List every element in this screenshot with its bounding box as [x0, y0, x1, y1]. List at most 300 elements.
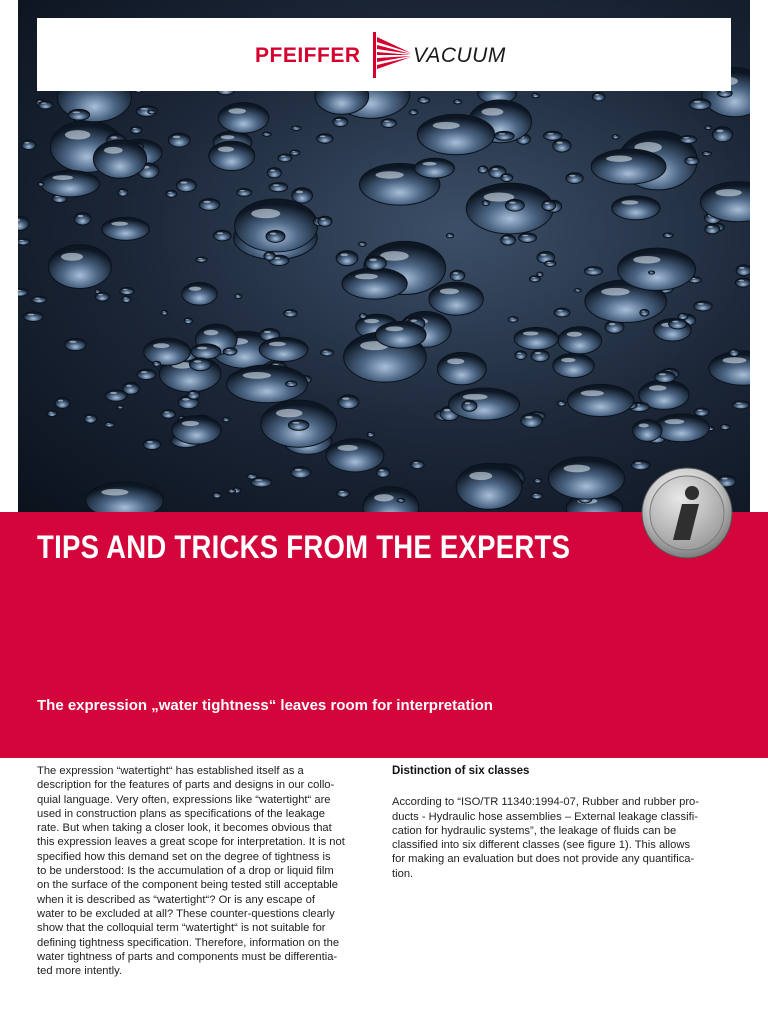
- water-droplet: [729, 349, 739, 356]
- water-droplet: [359, 313, 367, 318]
- water-droplet: [84, 414, 96, 423]
- water-droplet: [531, 493, 542, 499]
- droplet-highlight: [535, 352, 541, 354]
- droplet-highlight: [448, 234, 451, 235]
- water-droplet: [655, 371, 676, 382]
- droplet-highlight: [221, 135, 235, 139]
- droplet-highlight: [236, 295, 238, 296]
- droplet-highlight: [455, 100, 458, 101]
- droplet-highlight: [118, 406, 120, 407]
- info-icon: [640, 466, 734, 560]
- water-droplet: [663, 233, 673, 238]
- droplet-highlight: [224, 418, 227, 419]
- section-paragraph: According to “ISO/TR 11340:1994-07, Rubber and rubber pro- ducts - Hydraulic hose assemblies – External leakage classifi- cation for hydraulic systems”, the leakage of fluids can be classified into six different classes (see figure 1). This allows for making an evaluation but does not provide any quantifica- tion.: [392, 796, 699, 880]
- droplet-highlight: [198, 258, 202, 259]
- water-droplet: [501, 235, 516, 245]
- water-droplet: [237, 189, 252, 197]
- water-droplet: [266, 230, 285, 242]
- droplet-highlight: [19, 240, 24, 241]
- water-droplet: [342, 268, 407, 299]
- droplet-highlight: [481, 108, 503, 116]
- water-droplet: [291, 126, 301, 130]
- droplet-highlight: [588, 268, 594, 270]
- droplet-highlight: [264, 133, 267, 134]
- droplet-highlight: [182, 398, 189, 400]
- droplet-highlight: [226, 349, 231, 350]
- droplet-highlight: [639, 424, 649, 428]
- water-droplet: [482, 200, 489, 205]
- droplet-highlight: [420, 98, 424, 99]
- droplet-highlight: [164, 411, 169, 413]
- droplet-highlight: [609, 323, 616, 325]
- droplet-highlight: [281, 155, 286, 156]
- water-droplet: [508, 317, 518, 323]
- water-droplet: [633, 420, 662, 442]
- droplet-highlight: [110, 392, 118, 394]
- droplet-highlight: [541, 254, 547, 256]
- droplet-highlight: [197, 347, 207, 350]
- droplet-highlight: [53, 175, 74, 180]
- droplet-highlight: [557, 310, 563, 312]
- droplet-highlight: [447, 358, 464, 364]
- water-droplet: [591, 149, 666, 184]
- water-droplet: [47, 411, 57, 417]
- water-droplet: [105, 390, 126, 401]
- droplet-highlight: [296, 191, 303, 194]
- droplet-highlight: [535, 479, 538, 480]
- water-droplet: [143, 439, 160, 450]
- water-droplet: [137, 369, 156, 379]
- water-droplet: [574, 289, 581, 292]
- water-droplet: [680, 136, 697, 144]
- droplet-highlight: [255, 479, 262, 481]
- water-droplet: [223, 348, 237, 355]
- water-droplet: [397, 498, 405, 502]
- droplet-highlight: [659, 373, 666, 375]
- droplet-highlight: [601, 288, 630, 296]
- droplet-highlight: [168, 192, 172, 193]
- water-droplet: [41, 170, 100, 197]
- droplet-highlight: [533, 94, 536, 95]
- droplet-highlight: [510, 318, 513, 319]
- droplet-highlight: [203, 201, 210, 203]
- water-droplet: [375, 321, 426, 348]
- droplet-highlight: [204, 330, 219, 335]
- water-droplet: [189, 358, 211, 371]
- water-droplet: [358, 242, 366, 246]
- water-droplet: [286, 381, 298, 387]
- water-droplet: [689, 99, 711, 110]
- droplet-highlight: [141, 108, 149, 110]
- droplet-highlight: [276, 409, 303, 417]
- droplet-highlight: [522, 235, 528, 237]
- water-droplet: [213, 230, 231, 241]
- water-droplet: [191, 344, 221, 359]
- droplet-highlight: [147, 441, 153, 443]
- droplet-highlight: [230, 490, 233, 491]
- droplet-highlight: [190, 392, 194, 394]
- water-droplet: [338, 395, 359, 409]
- water-droplet: [411, 460, 424, 469]
- droplet-highlight: [498, 133, 505, 135]
- water-droplet: [122, 296, 131, 303]
- droplet-highlight: [649, 385, 667, 390]
- logo-arrow-icon: [371, 32, 413, 78]
- droplet-highlight: [614, 135, 616, 136]
- droplet-highlight: [58, 400, 63, 402]
- droplet-highlight: [217, 232, 223, 234]
- droplet-highlight: [39, 183, 41, 184]
- water-droplet: [336, 251, 358, 266]
- droplet-highlight: [453, 272, 458, 274]
- intro-paragraph: The expression “watertight“ has established itself as a description for the features of parts and designs in our collo- quial language. Very often, expressions like “watertight“ are used in construction plans as specifications of the leakage rate. But when taking a closer look, it becomes obvious that this expression leaves a great scope for interpretation. It is not specified how this demand set on the degree of tightness is to be understood: Is the accumulation of a drop or liquid film on the surface of the component being tested still acceptable when it is described as “watertight“? Or is any escape of water to be excluded at all? These counter-questions clearly show that the colloquial term “watertight“ is not suitable for defining tightness specification. Therefore, information on the water tightness of parts and components must be differentia- ted more intently.: [37, 765, 345, 978]
- droplet-highlight: [706, 127, 709, 128]
- water-droplet: [320, 349, 333, 356]
- droplet-highlight: [292, 422, 299, 424]
- water-droplet: [213, 493, 222, 498]
- droplet-highlight: [126, 385, 132, 387]
- water-droplet: [168, 133, 190, 147]
- droplet-highlight: [270, 233, 277, 235]
- droplet-highlight: [61, 253, 83, 261]
- water-droplet: [86, 482, 164, 512]
- water-droplet: [18, 239, 30, 245]
- droplet-highlight: [180, 181, 187, 183]
- droplet-highlight: [101, 489, 128, 496]
- water-droplet: [117, 406, 123, 409]
- droplet-highlight: [264, 331, 271, 333]
- water-droplet: [209, 141, 255, 170]
- water-droplet: [409, 110, 418, 115]
- water-droplet: [32, 296, 47, 303]
- water-droplet: [494, 131, 514, 140]
- droplet-highlight: [444, 409, 451, 412]
- droplet-highlight: [509, 202, 516, 204]
- droplet-highlight: [286, 311, 291, 312]
- droplet-highlight: [738, 280, 743, 282]
- droplet-highlight: [120, 190, 124, 191]
- droplet-highlight: [288, 382, 292, 383]
- droplet-highlight: [665, 234, 668, 235]
- droplet-highlight: [463, 394, 488, 400]
- water-droplet: [267, 168, 281, 178]
- water-droplet: [732, 401, 749, 409]
- droplet-highlight: [273, 184, 280, 186]
- droplet-highlight: [251, 209, 280, 219]
- droplet-highlight: [295, 469, 302, 471]
- droplet-highlight: [525, 416, 533, 419]
- water-droplet: [558, 327, 602, 354]
- droplet-highlight: [731, 350, 734, 351]
- water-droplet: [95, 292, 109, 301]
- droplet-highlight: [564, 465, 591, 473]
- water-droplet: [612, 135, 619, 139]
- water-droplet: [678, 313, 688, 319]
- logo-bar: [37, 18, 731, 91]
- droplet-highlight: [28, 314, 35, 316]
- water-droplet: [515, 351, 527, 360]
- droplet-highlight: [694, 101, 702, 103]
- water-droplet: [553, 353, 594, 377]
- water-droplet: [172, 416, 221, 444]
- droplet-highlight: [433, 122, 460, 129]
- water-droplet: [148, 110, 156, 114]
- water-droplet: [712, 127, 732, 142]
- droplet-highlight: [218, 147, 234, 152]
- droplet-highlight: [680, 314, 684, 315]
- water-droplet: [548, 457, 624, 499]
- droplet-highlight: [465, 402, 470, 404]
- droplet-highlight: [49, 412, 52, 413]
- water-droplet: [153, 361, 161, 366]
- water-droplet: [337, 489, 350, 497]
- water-droplet: [618, 248, 696, 290]
- droplet-highlight: [547, 262, 551, 263]
- droplet-highlight: [504, 237, 509, 239]
- droplet-highlight: [266, 253, 270, 255]
- droplet-highlight: [379, 469, 384, 471]
- water-droplet: [131, 127, 142, 134]
- water-droplet: [196, 257, 207, 262]
- water-droplet: [584, 267, 602, 276]
- droplet-highlight: [716, 129, 723, 132]
- water-droplet: [709, 351, 750, 385]
- droplet-highlight: [503, 175, 507, 176]
- water-droplet: [545, 261, 556, 267]
- droplet-highlight: [153, 343, 169, 348]
- droplet-highlight: [186, 319, 189, 320]
- droplet-highlight: [41, 102, 46, 103]
- droplet-highlight: [355, 274, 378, 280]
- water-droplet: [235, 199, 318, 252]
- droplet-highlight: [561, 358, 576, 362]
- droplet-highlight: [399, 499, 402, 500]
- water-droplet: [269, 183, 288, 192]
- water-droplet: [519, 233, 537, 242]
- droplet-highlight: [545, 202, 550, 204]
- water-droplet: [415, 158, 455, 178]
- droplet-highlight: [35, 298, 40, 299]
- droplet-highlight: [364, 319, 379, 323]
- droplet-highlight: [154, 362, 157, 363]
- droplet-highlight: [342, 397, 349, 400]
- droplet-highlight: [423, 162, 437, 166]
- water-droplet: [501, 174, 513, 182]
- water-droplet: [251, 477, 272, 486]
- droplet-highlight: [374, 494, 393, 501]
- logo-vacuum-text: VACUUM: [413, 44, 506, 67]
- water-droplet: [367, 432, 374, 437]
- droplet-highlight: [722, 425, 725, 426]
- water-droplet: [531, 350, 549, 362]
- droplet-highlight: [559, 402, 562, 403]
- body-column-right: [392, 764, 737, 881]
- water-droplet: [24, 312, 43, 322]
- water-droplet: [735, 278, 750, 287]
- droplet-highlight: [621, 200, 638, 204]
- droplet-highlight: [523, 331, 539, 335]
- water-droplet: [449, 388, 520, 420]
- water-droplet: [218, 103, 268, 133]
- water-droplet: [38, 182, 44, 186]
- droplet-highlight: [369, 433, 372, 434]
- water-droplet: [521, 413, 543, 427]
- water-droplet: [288, 420, 309, 430]
- droplet-highlight: [214, 494, 217, 495]
- water-droplet: [176, 179, 196, 192]
- droplet-highlight: [376, 171, 404, 178]
- droplet-highlight: [339, 491, 343, 492]
- droplet-highlight: [704, 152, 707, 153]
- water-droplet: [93, 140, 146, 178]
- droplet-highlight: [124, 297, 127, 298]
- water-droplet: [166, 190, 177, 197]
- water-droplet: [365, 256, 386, 270]
- droplet-highlight: [556, 142, 562, 144]
- water-droplet: [376, 468, 389, 478]
- droplet-highlight: [87, 416, 91, 418]
- water-droplet: [290, 150, 300, 155]
- droplet-highlight: [189, 287, 201, 291]
- droplet-highlight: [411, 111, 414, 112]
- water-droplet: [161, 410, 175, 418]
- droplet-highlight: [72, 111, 80, 113]
- page-title: TIPS AND TRICKS FROM THE EXPERTS: [37, 529, 571, 565]
- water-droplet: [446, 233, 453, 237]
- droplet-highlight: [480, 167, 483, 168]
- droplet-highlight: [69, 341, 76, 343]
- droplet-highlight: [736, 402, 742, 403]
- page-subtitle: The expression „water tightness“ leaves room for interpretation: [37, 697, 493, 714]
- water-droplet: [228, 489, 236, 493]
- droplet-highlight: [635, 462, 641, 464]
- water-droplet: [669, 319, 687, 329]
- droplet-highlight: [269, 342, 286, 346]
- droplet-highlight: [369, 259, 376, 262]
- droplet-highlight: [386, 326, 404, 331]
- water-droplet: [592, 92, 605, 101]
- droplet-highlight: [163, 311, 165, 312]
- droplet-highlight: [688, 158, 693, 159]
- water-droplet: [278, 154, 292, 162]
- water-droplet: [18, 289, 28, 297]
- section-heading: Distinction of six classes: [392, 765, 530, 777]
- droplet-highlight: [24, 142, 29, 144]
- droplet-highlight: [360, 243, 363, 244]
- water-droplet: [74, 213, 91, 225]
- droplet-highlight: [338, 445, 358, 451]
- water-droplet: [450, 270, 465, 281]
- water-droplet: [235, 294, 242, 299]
- droplet-highlight: [469, 472, 492, 480]
- water-droplet: [262, 132, 271, 136]
- water-droplet: [120, 288, 134, 295]
- water-droplet: [68, 109, 89, 120]
- droplet-highlight: [576, 289, 579, 290]
- droplet-highlight: [683, 137, 689, 138]
- water-droplet: [694, 301, 712, 311]
- droplet-highlight: [133, 128, 137, 129]
- water-droplet: [567, 384, 633, 416]
- logo-pfeiffer-text: PFEIFFER: [255, 44, 361, 67]
- water-droplet: [55, 398, 70, 409]
- droplet-highlight: [440, 288, 459, 294]
- droplet-highlight: [697, 409, 702, 410]
- water-droplet: [182, 282, 217, 305]
- droplet-highlight: [98, 294, 103, 296]
- water-droplet: [685, 157, 699, 165]
- water-droplet: [326, 439, 384, 472]
- water-droplet: [478, 166, 488, 173]
- droplet-highlight: [321, 218, 326, 220]
- water-droplet: [736, 265, 750, 276]
- droplet-highlight: [414, 462, 419, 464]
- water-droplet: [454, 100, 462, 104]
- droplet-highlight: [240, 190, 245, 191]
- droplet-highlight: [411, 319, 417, 321]
- water-droplet: [418, 97, 430, 103]
- droplet-highlight: [182, 421, 199, 426]
- droplet-highlight: [243, 372, 271, 379]
- droplet-highlight: [249, 475, 253, 476]
- droplet-highlight: [484, 201, 487, 202]
- water-droplet: [48, 245, 111, 289]
- droplet-highlight: [606, 156, 632, 162]
- water-droplet: [318, 216, 332, 226]
- water-droplet: [705, 126, 712, 130]
- water-droplet: [640, 309, 649, 316]
- droplet-highlight: [123, 289, 128, 290]
- water-droplet: [65, 338, 86, 350]
- droplet-highlight: [292, 151, 296, 152]
- droplet-highlight: [720, 91, 725, 92]
- water-droplet: [720, 424, 730, 429]
- water-droplet: [702, 152, 711, 156]
- droplet-highlight: [336, 119, 341, 121]
- water-droplet: [544, 131, 562, 140]
- droplet-highlight: [715, 189, 741, 196]
- droplet-highlight: [323, 351, 328, 352]
- water-droplet: [612, 196, 660, 220]
- droplet-highlight: [567, 332, 582, 337]
- water-droplet: [259, 337, 308, 361]
- water-droplet: [333, 117, 348, 127]
- droplet-highlight: [650, 272, 652, 273]
- droplet-highlight: [111, 222, 128, 226]
- water-droplet: [505, 199, 524, 211]
- droplet-highlight: [581, 390, 604, 396]
- droplet-highlight: [149, 111, 152, 112]
- water-droplet: [317, 134, 333, 143]
- water-droplet: [292, 188, 313, 203]
- water-droplet: [542, 200, 556, 210]
- droplet-highlight: [78, 215, 84, 217]
- droplet-highlight: [595, 94, 599, 96]
- water-droplet: [144, 338, 191, 365]
- droplet-highlight: [361, 314, 364, 315]
- water-droplet: [188, 391, 200, 400]
- droplet-highlight: [517, 352, 521, 354]
- water-droplet: [264, 252, 275, 260]
- droplet-highlight: [492, 168, 498, 170]
- water-droplet: [199, 199, 220, 211]
- water-droplet: [462, 400, 477, 411]
- droplet-highlight: [141, 371, 148, 373]
- water-droplet: [417, 114, 494, 154]
- body-column-left: [37, 764, 377, 978]
- droplet-highlight: [538, 273, 540, 274]
- droplet-highlight: [532, 277, 536, 278]
